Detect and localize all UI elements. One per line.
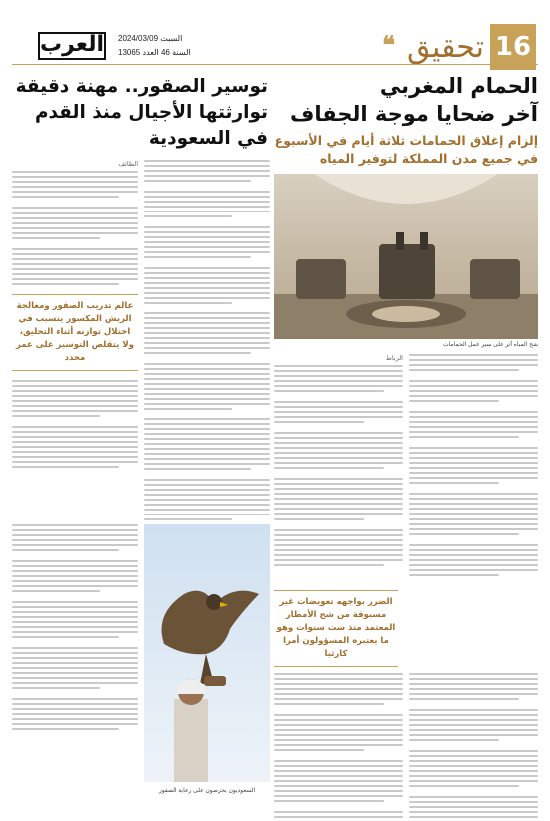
article-byline: الرباط: [385, 355, 403, 362]
text-column: [409, 673, 538, 821]
headline-line: الحمام المغربي: [379, 74, 538, 98]
article-headline: [274, 72, 538, 128]
falconer-photo: [144, 524, 270, 782]
issue-date: السبت 2024/03/09: [118, 34, 183, 43]
text-column: [12, 160, 138, 520]
headline-line: توسير الصقور.. مهنة دقيقة: [15, 76, 268, 97]
issue-number: السنة 46 العدد 13065: [118, 48, 191, 57]
hammam-photo: [274, 174, 538, 339]
subhead-line: إلزام إغلاق الحمامات ثلاثة أيام في الأسبوع: [274, 133, 538, 148]
issue-info: [118, 32, 191, 60]
headline-line: توارثتها الأجيال منذ القدم: [34, 102, 268, 123]
page-header: [0, 8, 550, 65]
subhead-line: في جميع مدن المملكة لتوفير المياه: [319, 151, 538, 166]
text-column: [274, 673, 403, 821]
text-column: [144, 160, 270, 520]
header-divider: [12, 64, 538, 65]
photo-column: [144, 524, 270, 794]
article-body-bottom: [12, 524, 270, 794]
article-subheadline: [274, 132, 538, 168]
article-falcons: [12, 72, 270, 794]
hammam-illustration: [274, 174, 538, 339]
pull-quote: الضرر بواجهه تعويضات غير مسبوقة من شح الأمطار المعتمد منذ ست سنوات وهو ما يعتبره المسؤولون أمرا كارثيا: [274, 590, 398, 667]
newspaper-logo: العرب: [38, 32, 106, 60]
article-headline: [12, 74, 270, 152]
headline-line: في السعودية: [148, 128, 268, 149]
text-column: [274, 354, 403, 584]
section-title: تحقيق: [407, 30, 484, 65]
page-number: 16: [490, 24, 536, 70]
falconer-illustration: [144, 524, 270, 782]
text-column: [12, 524, 138, 794]
text-column: [409, 354, 538, 584]
article-body-continued: [274, 673, 538, 821]
article-body: [274, 354, 538, 584]
article-byline: الطائف: [118, 161, 138, 168]
article-hammam: [274, 72, 538, 821]
quote-mark-icon: ❝: [382, 30, 395, 59]
pull-quote: عالم تدريب الصقور ومعالجة الريش المكسور يتسبب في اختلال توازنه أثناء التحليق، ولا يتقلص التوسير على عمر محدد: [12, 294, 138, 371]
headline-line: آخر ضحايا موجة الجفاف: [289, 102, 538, 126]
photo-caption: السعوديون يحرصون على رعاية الصقور: [158, 788, 256, 794]
article-body: [12, 160, 270, 520]
photo-caption: شح المياه أثر على سير عمل الحمامات: [443, 342, 538, 348]
